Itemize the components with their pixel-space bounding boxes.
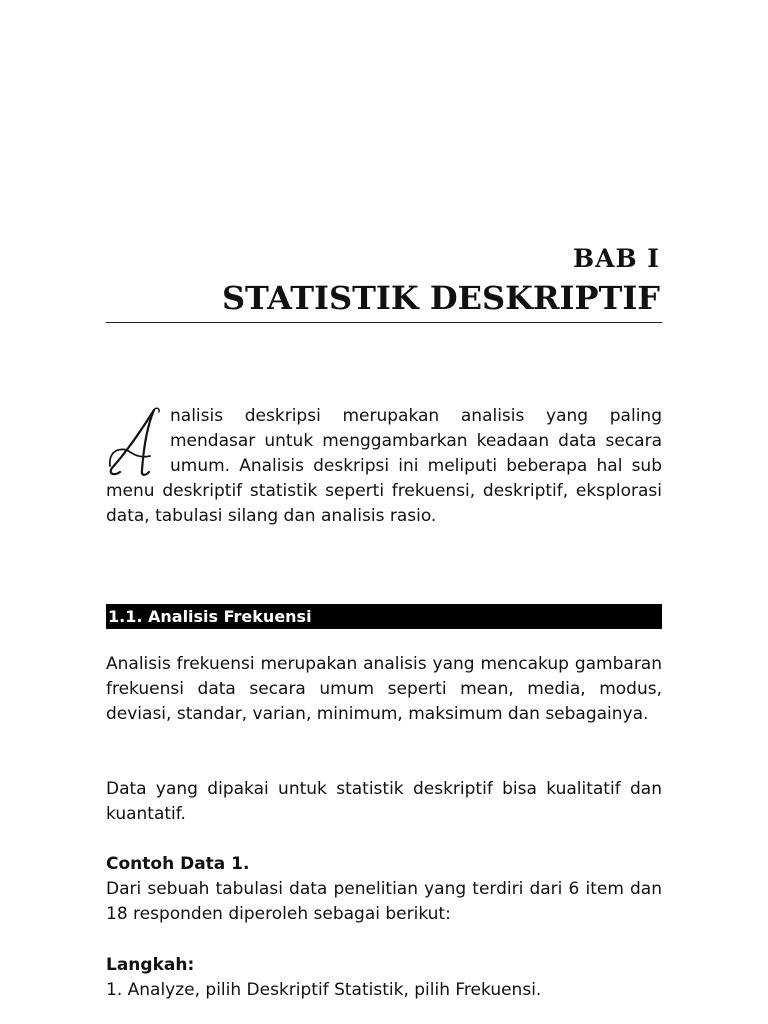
intro-text: nalisis deskripsi merupakan analisis yang paling mendasar untuk menggambarkan keadaan data secara umum. Analisis deskripsi ini meliputi beberapa hal sub menu deskriptif statistik seperti frekuensi, deskriptif, eksplorasi data, tabulasi silang dan analisis rasio. — [106, 406, 662, 526]
chapter-title: STATISTIK DESKRIPTIF — [221, 279, 660, 317]
example-heading: Contoh Data 1. — [106, 854, 250, 874]
chapter-label: BAB I — [572, 244, 660, 273]
drop-cap-letter — [104, 406, 168, 478]
title-divider — [106, 322, 662, 323]
steps-heading: Langkah: — [106, 955, 195, 975]
section-heading: 1.1. Analisis Frekuensi — [106, 604, 662, 629]
example-text: Dari sebuah tabulasi data penelitian yang terdiri dari 6 item dan 18 responden diperoleh sebagai berikut: — [106, 879, 662, 924]
frequency-paragraph: Analisis frekuensi merupakan analisis yang mencakup gambaran frekuensi data secara umum seperti mean, media, modus, deviasi, standar, varian, minimum, maksimum dan sebagainya. — [106, 654, 662, 724]
data-type-paragraph: Data yang dipakai untuk statistik deskriptif bisa kualitatif dan kuantatif. — [106, 779, 662, 824]
example-block — [106, 852, 662, 927]
step-1-text: 1. Analyze, pilih Deskriptif Statistik, pilih Frekuensi. — [106, 980, 542, 1000]
steps-block — [106, 953, 662, 1003]
intro-paragraph — [106, 404, 662, 529]
